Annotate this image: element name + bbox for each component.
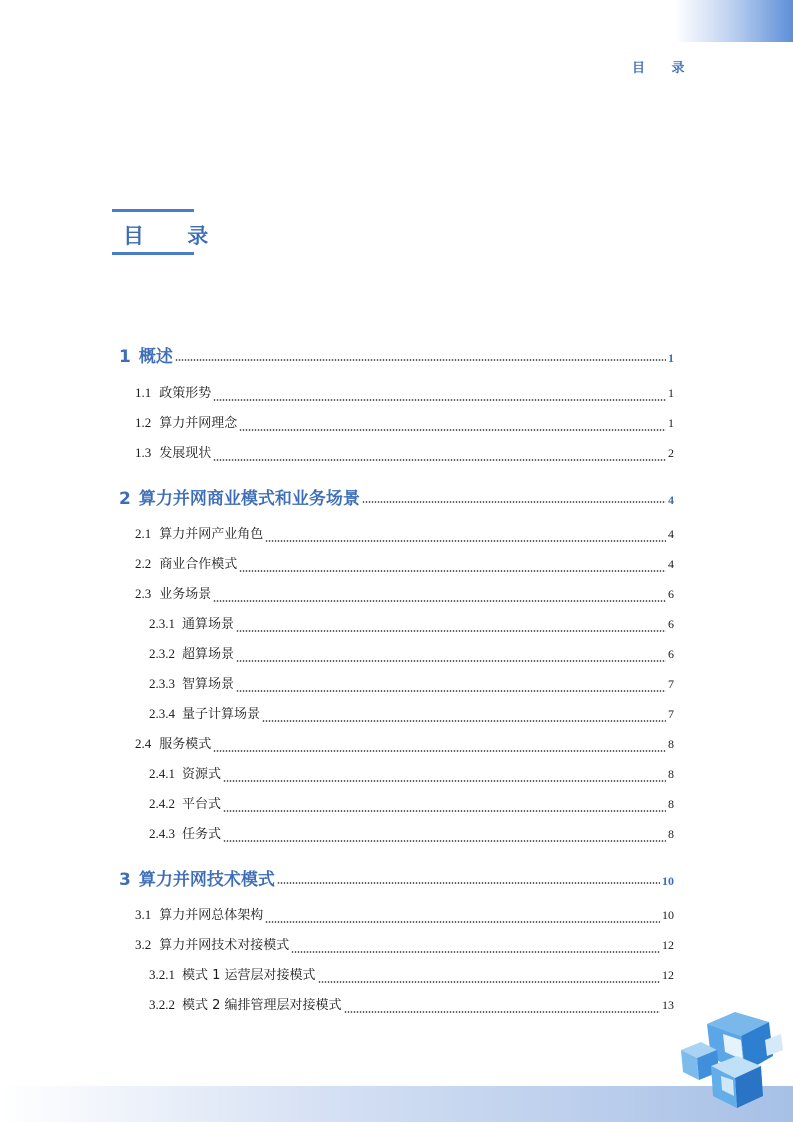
toc-entry-number: 3 bbox=[119, 870, 131, 890]
toc-entry-title: 算力并网总体架构 bbox=[159, 908, 264, 923]
running-header: 目 录 bbox=[632, 61, 696, 76]
toc-entry-title: 业务场景 bbox=[159, 587, 212, 602]
toc-entry-page: 12 bbox=[662, 968, 674, 982]
toc-dot-leader bbox=[223, 840, 666, 842]
toc-entry-page: 2 bbox=[668, 446, 674, 460]
toc-entry-page: 6 bbox=[668, 587, 674, 601]
toc-entry-number: 2.4 bbox=[135, 736, 152, 751]
toc-entry-title: 算力并网商业模式和业务场景 bbox=[138, 489, 360, 509]
toc-entry[interactable] bbox=[119, 865, 674, 889]
toc-entry[interactable] bbox=[149, 643, 674, 667]
bottom-gradient-band bbox=[0, 1086, 793, 1122]
toc-entry[interactable] bbox=[119, 342, 674, 366]
toc-entry-title: 算力并网技术对接模式 bbox=[159, 938, 290, 953]
toc-entry-number: 2.4.1 bbox=[149, 766, 175, 781]
toc-entry-number: 2.3.1 bbox=[149, 616, 175, 631]
toc-entry[interactable] bbox=[135, 442, 674, 466]
toc-entry[interactable] bbox=[135, 583, 674, 607]
toc-entry-title: 模式 2 编排管理层对接模式 bbox=[182, 998, 342, 1013]
toc-entry-title: 算力并网技术模式 bbox=[138, 870, 275, 890]
toc-dot-leader bbox=[362, 501, 666, 503]
toc-entry-title: 发展现状 bbox=[159, 446, 212, 461]
toc-entry-title: 通算场景 bbox=[182, 617, 235, 632]
toc-dot-leader bbox=[213, 399, 666, 401]
toc-entry[interactable] bbox=[135, 553, 674, 577]
toc-entry-page: 8 bbox=[668, 797, 674, 811]
toc-dot-leader bbox=[344, 1011, 660, 1013]
toc-entry-page: 4 bbox=[668, 493, 674, 507]
toc-dot-leader bbox=[236, 630, 666, 632]
toc-entry-number: 2.3.2 bbox=[149, 646, 175, 661]
toc-entry-page: 6 bbox=[668, 617, 674, 631]
toc-entry-page: 1 bbox=[668, 351, 674, 365]
toc-entry-number: 3.1 bbox=[135, 907, 152, 922]
toc-entry[interactable] bbox=[135, 412, 674, 436]
toc-entry-title: 平台式 bbox=[182, 797, 222, 812]
toc-entry-page: 7 bbox=[668, 677, 674, 691]
toc-entry-title: 概述 bbox=[138, 347, 173, 367]
toc-entry-page: 10 bbox=[662, 874, 674, 888]
toc-entry-number: 2 bbox=[119, 489, 131, 509]
toc-entry-number: 2.2 bbox=[135, 556, 152, 571]
toc-entry[interactable] bbox=[135, 904, 674, 928]
toc-entry-number: 3.2.1 bbox=[149, 967, 175, 982]
toc-dot-leader bbox=[265, 921, 660, 923]
toc-entry-page: 4 bbox=[668, 527, 674, 541]
toc-entry-number: 1 bbox=[119, 347, 131, 367]
toc-entry-page: 4 bbox=[668, 557, 674, 571]
toc-dot-leader bbox=[239, 429, 666, 431]
toc-entry-number: 2.3 bbox=[135, 586, 152, 601]
toc-dot-leader bbox=[213, 750, 666, 752]
toc-entry-page: 7 bbox=[668, 707, 674, 721]
toc-entry-number: 2.4.2 bbox=[149, 796, 175, 811]
toc-entry-title: 超算场景 bbox=[182, 647, 235, 662]
toc-entry[interactable] bbox=[149, 763, 674, 787]
toc-entry-page: 6 bbox=[668, 647, 674, 661]
toc-title-frame bbox=[112, 209, 227, 255]
toc-dot-leader bbox=[236, 660, 666, 662]
toc-entry[interactable] bbox=[149, 994, 674, 1018]
toc-entry-page: 13 bbox=[662, 998, 674, 1012]
toc-entry[interactable] bbox=[149, 703, 674, 727]
toc-dot-leader bbox=[291, 951, 660, 953]
cube-logo-icon bbox=[677, 1010, 785, 1110]
toc-dot-leader bbox=[223, 780, 666, 782]
toc-entry-title: 算力并网产业角色 bbox=[159, 527, 264, 542]
toc-dot-leader bbox=[265, 540, 666, 542]
corner-gradient-decoration bbox=[675, 0, 793, 42]
toc-entry[interactable] bbox=[149, 613, 674, 637]
toc-entry[interactable] bbox=[119, 484, 674, 508]
toc-entry-page: 10 bbox=[662, 908, 674, 922]
toc-entry-page: 12 bbox=[662, 938, 674, 952]
toc-entry-number: 2.3.3 bbox=[149, 676, 175, 691]
toc-entry-page: 8 bbox=[668, 827, 674, 841]
toc-entry[interactable] bbox=[135, 934, 674, 958]
toc-dot-leader bbox=[223, 810, 666, 812]
toc-entry[interactable] bbox=[149, 793, 674, 817]
toc-entry-title: 商业合作模式 bbox=[159, 557, 238, 572]
toc-entry-number: 3.2 bbox=[135, 937, 152, 952]
toc-entry-number: 1.3 bbox=[135, 445, 152, 460]
toc-dot-leader bbox=[318, 981, 660, 983]
toc-entry-page: 1 bbox=[668, 416, 674, 430]
toc-entry-number: 1.2 bbox=[135, 415, 152, 430]
toc-entry-number: 2.4.3 bbox=[149, 826, 175, 841]
toc-entry-number: 3.2.2 bbox=[149, 997, 175, 1012]
toc-entry[interactable] bbox=[149, 823, 674, 847]
toc-entry-number: 2.3.4 bbox=[149, 706, 175, 721]
toc-entry-title: 政策形势 bbox=[159, 386, 212, 401]
toc-dot-leader bbox=[262, 720, 666, 722]
toc-entry-title: 算力并网理念 bbox=[159, 416, 238, 431]
toc-entry-page: 1 bbox=[668, 386, 674, 400]
toc-entry[interactable] bbox=[135, 523, 674, 547]
toc-dot-leader bbox=[277, 882, 660, 884]
toc-entry[interactable] bbox=[149, 673, 674, 697]
toc-entry-page: 8 bbox=[668, 737, 674, 751]
toc-entry[interactable] bbox=[135, 382, 674, 406]
toc-dot-leader bbox=[236, 690, 666, 692]
toc-entry-title: 模式 1 运营层对接模式 bbox=[182, 968, 316, 983]
toc-entry-page: 8 bbox=[668, 767, 674, 781]
toc-entry[interactable] bbox=[149, 964, 674, 988]
toc-entry-number: 2.1 bbox=[135, 526, 152, 541]
toc-entry[interactable] bbox=[135, 733, 674, 757]
toc-dot-leader bbox=[213, 600, 666, 602]
toc-entry-title: 智算场景 bbox=[182, 677, 235, 692]
toc-dot-leader bbox=[239, 570, 666, 572]
toc-entry-title: 量子计算场景 bbox=[182, 707, 261, 722]
toc-entry-title: 任务式 bbox=[182, 827, 222, 842]
toc-entry-title: 资源式 bbox=[182, 767, 222, 782]
toc-dot-leader bbox=[213, 459, 666, 461]
toc-title: 目 录 bbox=[123, 224, 227, 248]
toc-entry-title: 服务模式 bbox=[159, 737, 212, 752]
toc-entry-number: 1.1 bbox=[135, 385, 152, 400]
toc-dot-leader bbox=[175, 359, 666, 361]
